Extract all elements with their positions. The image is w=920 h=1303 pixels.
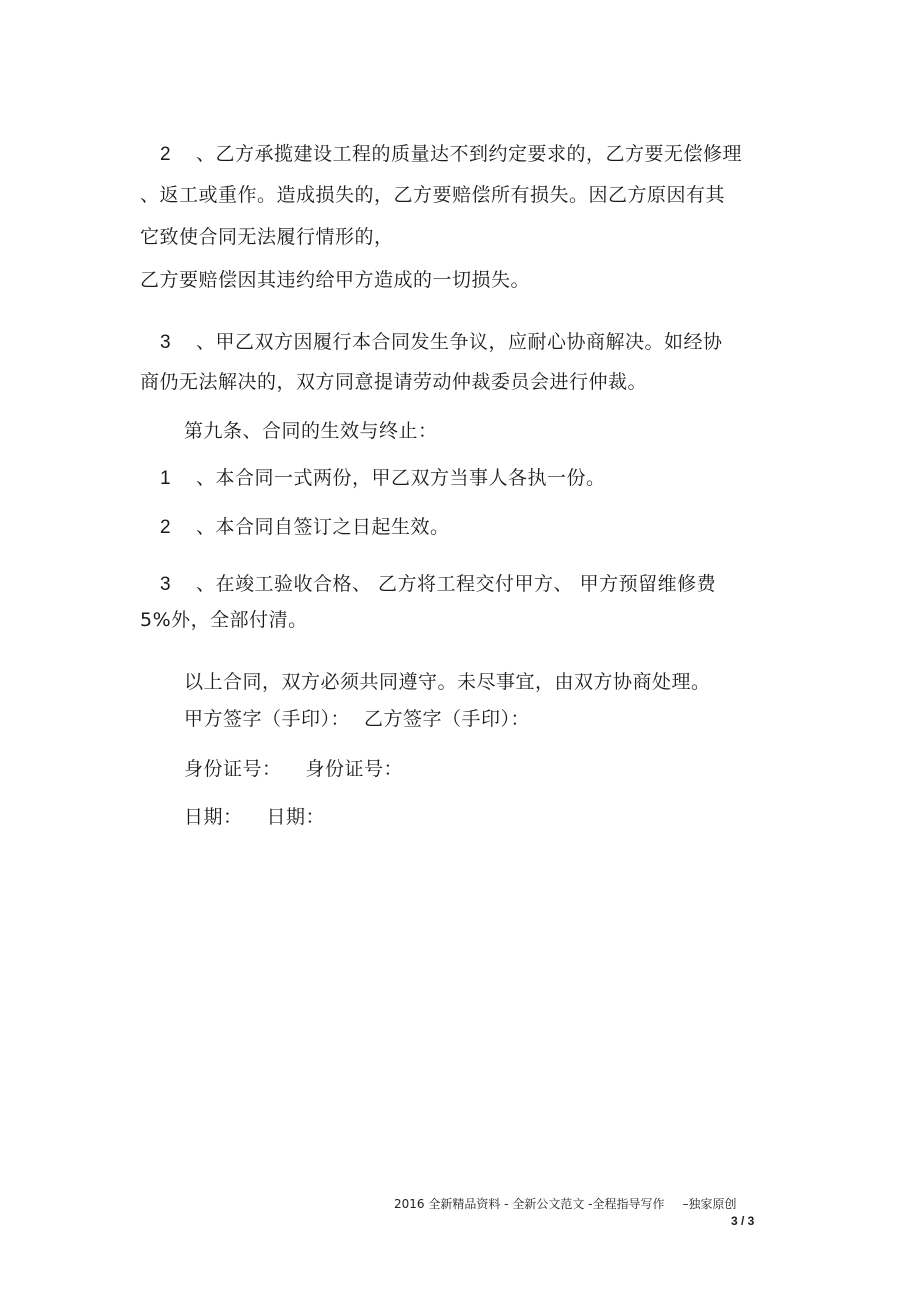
closing-statement: 以上合同，双方必须共同遵守。未尽事宜，由双方协商处理。 — [184, 671, 711, 693]
clause9-heading: 第九条、合同的生效与终止： — [184, 420, 438, 442]
item-text: 、本合同一式两份，甲乙双方当事人各执一份。 — [196, 467, 606, 489]
item-number: 1 — [160, 468, 172, 489]
footer-text — [394, 1197, 736, 1211]
party-b-date-label: 日期： — [266, 806, 326, 828]
party-a-signature-label: 甲方签字（手印）： — [184, 708, 351, 730]
clause8-item2-line4: 乙方要赔偿因其违约给甲方造成的一切损失。 — [140, 269, 531, 291]
clause8-item3-line1 — [160, 330, 723, 355]
clause8-item2-line1 — [160, 142, 742, 167]
party-a-id-label: 身份证号： — [184, 758, 282, 780]
item-number: 2 — [160, 517, 172, 538]
id-number-row — [184, 757, 403, 781]
date-row — [184, 805, 325, 829]
clause8-item2-line3: 它致使合同无法履行情形的， — [140, 226, 394, 248]
clause8-item3-line2: 商仍无法解决的，双方同意提请劳动仲裁委员会进行仲裁。 — [140, 371, 648, 393]
party-b-signature-label: 乙方签字（手印）： — [364, 708, 531, 730]
footer-main: 2016 全新精品资料 - 全新公文范文 -全程指导写作 — [394, 1197, 665, 1211]
clause9-item1 — [160, 466, 606, 491]
clause9-item2 — [160, 515, 450, 540]
item-number: 3 — [160, 574, 172, 595]
item-text: 、甲乙双方因履行本合同发生争议，应耐心协商解决。如经协 — [196, 331, 723, 353]
clause9-item3-line1 — [160, 572, 716, 597]
item-number: 2 — [160, 144, 172, 165]
party-b-id-label: 身份证号： — [305, 758, 404, 780]
clause9-item3-line2: 5%外，全部付清。 — [140, 609, 308, 631]
item-number: 3 — [160, 332, 172, 353]
footer-suffix: –独家原创 — [682, 1197, 737, 1211]
party-a-date-label: 日期： — [184, 806, 243, 828]
signature-row — [184, 707, 530, 731]
item-text: 、乙方承揽建设工程的质量达不到约定要求的，乙方要无偿修理 — [196, 143, 743, 165]
clause8-item2-line2: 、返工或重作。造成损失的，乙方要赔偿所有损失。因乙方原因有其 — [140, 184, 726, 206]
item-text: 、在竣工验收合格、 乙方将工程交付甲方、 甲方预留维修费 — [196, 573, 717, 595]
item-text: 、本合同自签订之日起生效。 — [196, 516, 450, 538]
page-number: 3 / 3 — [731, 1214, 755, 1228]
